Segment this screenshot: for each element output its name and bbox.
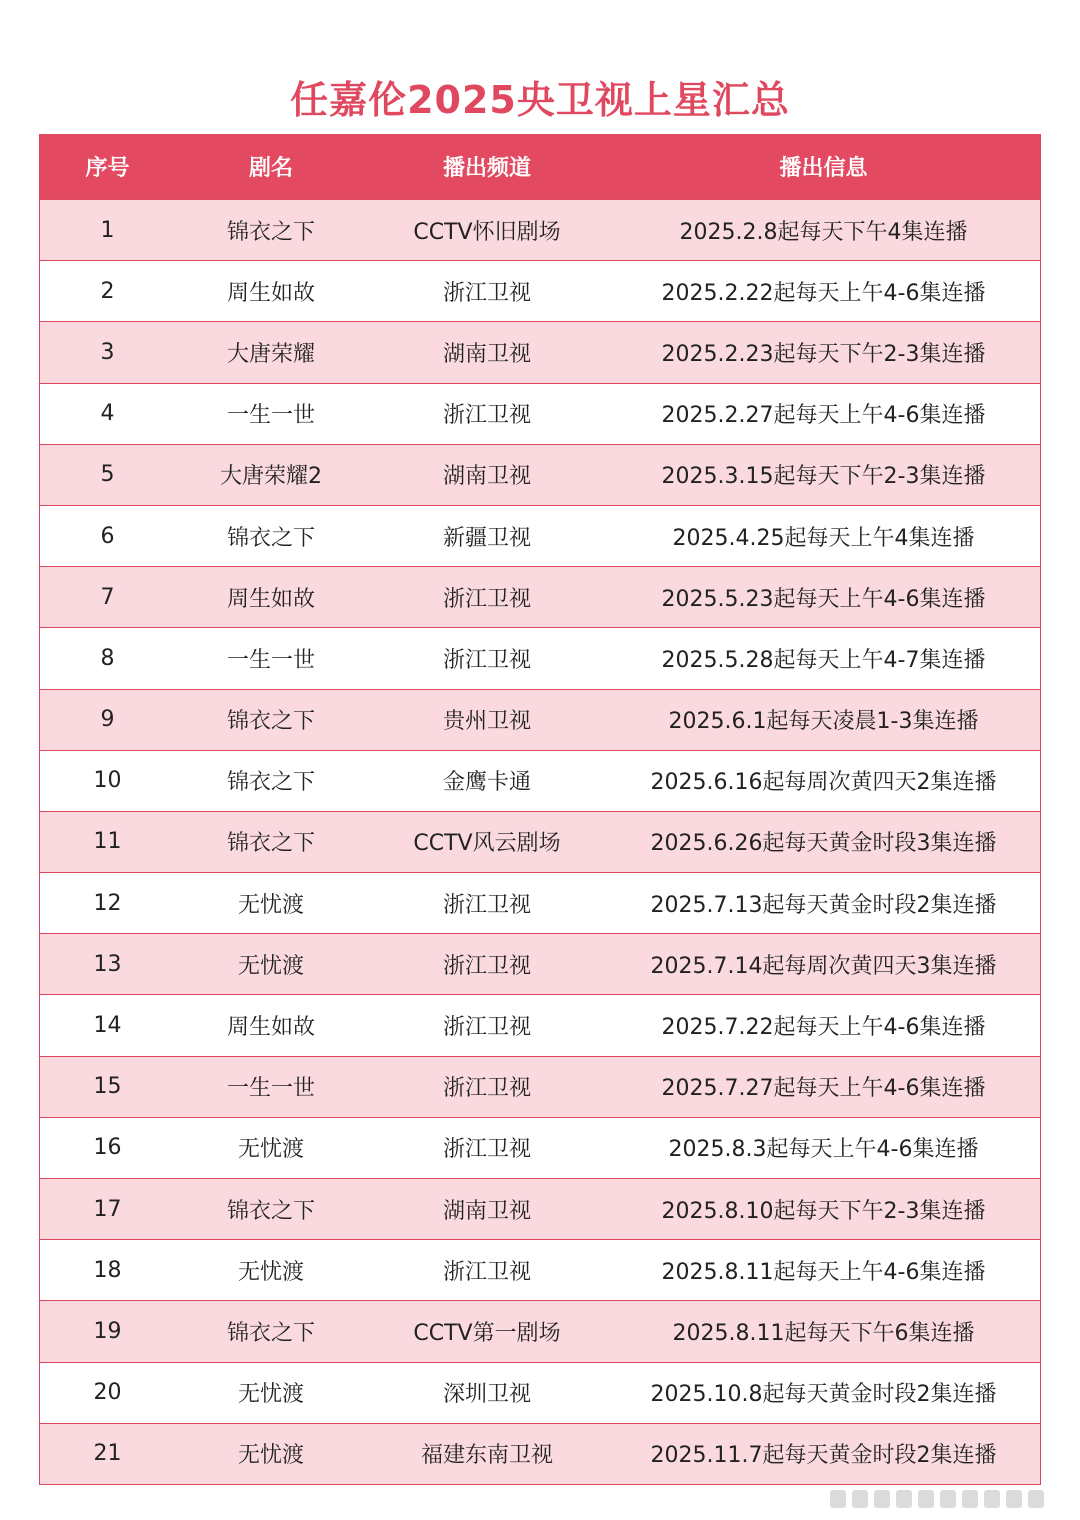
table-row: [40, 1362, 1040, 1423]
cell-drama: 锦衣之下: [226, 219, 315, 245]
watermark-mark: [1006, 1490, 1022, 1508]
cell-drama: 锦衣之下: [226, 525, 315, 551]
table-row: [40, 1300, 1040, 1361]
cell-channel: 湖南卫视: [442, 464, 531, 490]
cell-channel: CCTV第一剧场: [413, 1320, 561, 1346]
cell-channel: 浙江卫视: [442, 953, 531, 979]
cell-channel: 浙江卫视: [442, 403, 531, 429]
cell-drama: 大唐荣耀2: [220, 464, 322, 490]
table-row: [40, 444, 1040, 505]
cell-info: 2025.5.28起每天上午4-7集连播: [661, 647, 986, 673]
cell-channel: 浙江卫视: [442, 1015, 531, 1041]
cell-drama: 无忧渡: [237, 1443, 304, 1469]
watermark-mark: [896, 1490, 912, 1508]
table-row: [40, 260, 1040, 321]
cell-index: 13: [93, 951, 122, 977]
cell-info: 2025.7.22起每天上午4-6集连播: [661, 1015, 986, 1041]
watermark-mark: [852, 1490, 868, 1508]
cell-channel: 浙江卫视: [442, 892, 531, 918]
cell-info: 2025.2.8起每天下午4集连播: [679, 219, 968, 245]
header-drama: 剧名: [248, 156, 293, 181]
cell-info: 2025.7.13起每天黄金时段2集连播: [650, 892, 997, 918]
cell-index: 16: [93, 1135, 122, 1161]
table-row: [40, 627, 1040, 688]
cell-info: 2025.6.1起每天凌晨1-3集连播: [668, 709, 979, 735]
cell-index: 17: [93, 1196, 122, 1222]
cell-index: 19: [93, 1318, 122, 1344]
watermark-mark: [962, 1490, 978, 1508]
cell-drama: 一生一世: [226, 1076, 315, 1102]
table-body: [40, 199, 1040, 1484]
cell-index: 2: [100, 278, 115, 304]
table-row: [40, 872, 1040, 933]
cell-channel: CCTV怀旧剧场: [413, 219, 561, 245]
cell-index: 3: [100, 339, 115, 365]
cell-index: 14: [93, 1013, 122, 1039]
cell-drama: 一生一世: [226, 403, 315, 429]
table-row: [40, 933, 1040, 994]
table-row: [40, 566, 1040, 627]
table-row: [40, 199, 1040, 260]
cell-channel: 福建东南卫视: [420, 1443, 553, 1469]
table-row: [40, 321, 1040, 382]
cell-index: 15: [93, 1074, 122, 1100]
table-row: [40, 1423, 1040, 1484]
table-row: [40, 750, 1040, 811]
page-title: 任嘉伦2025央卫视上星汇总: [290, 78, 790, 122]
cell-channel: 浙江卫视: [442, 586, 531, 612]
cell-drama: 锦衣之下: [226, 831, 315, 857]
cell-channel: 湖南卫视: [442, 341, 531, 367]
cell-index: 6: [100, 523, 115, 549]
header-info: 播出信息: [779, 156, 868, 181]
cell-index: 9: [100, 707, 115, 733]
cell-info: 2025.2.22起每天上午4-6集连播: [661, 280, 986, 306]
cell-info: 2025.11.7起每天黄金时段2集连播: [650, 1443, 997, 1469]
cell-channel: 浙江卫视: [442, 1259, 531, 1285]
cell-channel: 新疆卫视: [442, 525, 531, 551]
cell-info: 2025.8.3起每天上午4-6集连播: [668, 1137, 979, 1163]
cell-index: 1: [100, 217, 115, 243]
cell-drama: 大唐荣耀: [226, 341, 315, 367]
cell-drama: 无忧渡: [237, 953, 304, 979]
cell-info: 2025.2.23起每天下午2-3集连播: [661, 341, 986, 367]
cell-info: 2025.2.27起每天上午4-6集连播: [661, 403, 986, 429]
header-channel: 播出频道: [442, 156, 531, 181]
cell-index: 5: [100, 462, 115, 488]
cell-channel: 浙江卫视: [442, 1137, 531, 1163]
watermark: [830, 1485, 1070, 1513]
cell-drama: 锦衣之下: [226, 770, 315, 796]
watermark-mark: [940, 1490, 956, 1508]
table-row: [40, 1239, 1040, 1300]
cell-channel: 贵州卫视: [442, 709, 531, 735]
cell-index: 7: [100, 584, 115, 610]
cell-info: 2025.4.25起每天上午4集连播: [672, 525, 975, 551]
cell-channel: 浙江卫视: [442, 1076, 531, 1102]
watermark-mark: [1028, 1490, 1044, 1508]
cell-index: 21: [93, 1441, 122, 1467]
cell-drama: 锦衣之下: [226, 709, 315, 735]
table-row: [40, 1056, 1040, 1117]
watermark-mark: [984, 1490, 1000, 1508]
table-row: [40, 1178, 1040, 1239]
cell-index: 20: [93, 1380, 122, 1406]
cell-drama: 周生如故: [226, 586, 315, 612]
cell-info: 2025.8.10起每天下午2-3集连播: [661, 1198, 986, 1224]
cell-info: 2025.6.26起每天黄金时段3集连播: [650, 831, 997, 857]
cell-info: 2025.8.11起每天下午6集连播: [672, 1320, 975, 1346]
table-row: [40, 383, 1040, 444]
cell-info: 2025.10.8起每天黄金时段2集连播: [650, 1382, 997, 1408]
table-row: [40, 811, 1040, 872]
cell-info: 2025.5.23起每天上午4-6集连播: [661, 586, 986, 612]
watermark-mark: [918, 1490, 934, 1508]
cell-drama: 周生如故: [226, 280, 315, 306]
cell-index: 10: [93, 768, 122, 794]
cell-info: 2025.7.27起每天上午4-6集连播: [661, 1076, 986, 1102]
cell-channel: CCTV风云剧场: [413, 831, 561, 857]
cell-index: 12: [93, 890, 122, 916]
cell-info: 2025.8.11起每天上午4-6集连播: [661, 1259, 986, 1285]
table-row: [40, 505, 1040, 566]
table-row: [40, 689, 1040, 750]
cell-index: 8: [100, 645, 115, 671]
watermark-mark: [830, 1490, 846, 1508]
cell-info: 2025.7.14起每周次黄四天3集连播: [650, 953, 997, 979]
cell-drama: 周生如故: [226, 1015, 315, 1041]
cell-channel: 湖南卫视: [442, 1198, 531, 1224]
table-row: [40, 994, 1040, 1055]
cell-index: 18: [93, 1257, 122, 1283]
table-header: [40, 134, 1040, 199]
cell-drama: 锦衣之下: [226, 1320, 315, 1346]
broadcast-table: [39, 134, 1041, 1485]
cell-drama: 无忧渡: [237, 1137, 304, 1163]
cell-channel: 浙江卫视: [442, 280, 531, 306]
watermark-mark: [874, 1490, 890, 1508]
cell-channel: 深圳卫视: [442, 1382, 531, 1408]
table-row: [40, 1117, 1040, 1178]
cell-drama: 无忧渡: [237, 1259, 304, 1285]
cell-drama: 锦衣之下: [226, 1198, 315, 1224]
cell-drama: 一生一世: [226, 647, 315, 673]
header-index: 序号: [85, 156, 130, 181]
cell-drama: 无忧渡: [237, 1382, 304, 1408]
cell-info: 2025.6.16起每周次黄四天2集连播: [650, 770, 997, 796]
cell-info: 2025.3.15起每天下午2-3集连播: [661, 464, 986, 490]
cell-index: 4: [100, 401, 115, 427]
cell-drama: 无忧渡: [237, 892, 304, 918]
cell-index: 11: [93, 829, 122, 855]
cell-channel: 浙江卫视: [442, 647, 531, 673]
cell-channel: 金鹰卡通: [442, 770, 531, 796]
